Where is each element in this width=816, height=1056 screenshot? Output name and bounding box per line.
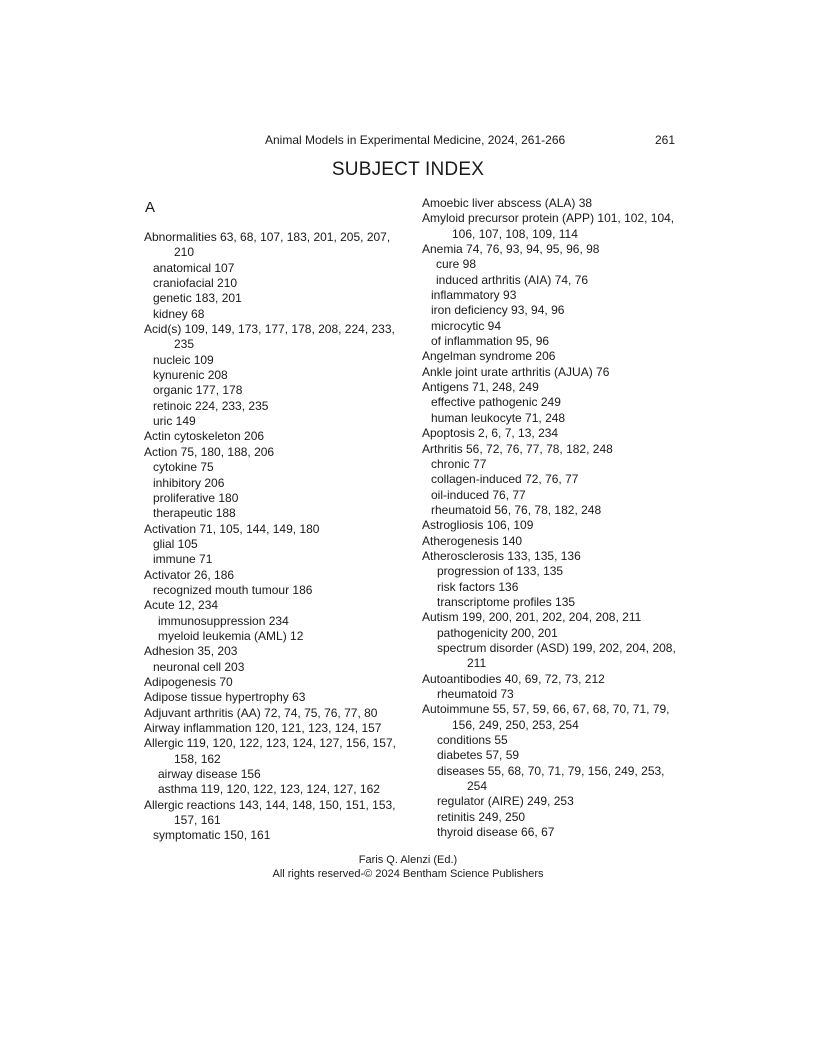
index-entry: Adipose tissue hypertrophy 63 bbox=[144, 690, 306, 705]
index-subentry: spectrum disorder (ASD) 199, 202, 204, 208, 211 bbox=[437, 640, 676, 671]
footer-copyright: All rights reserved-© 2024 Bentham Science Publishers bbox=[272, 868, 544, 880]
index-column-left bbox=[144, 196, 406, 844]
index-subentry: kidney 68 bbox=[153, 306, 205, 321]
index-subentry: airway disease 156 bbox=[158, 767, 261, 782]
index-subentry: neuronal cell 203 bbox=[153, 659, 245, 674]
index-entry: Allergic reactions 143, 144, 148, 150, 151, 153, 157, 161 bbox=[144, 797, 396, 828]
index-entry: Atherosclerosis 133, 135, 136 bbox=[422, 548, 581, 563]
index-entry: Airway inflammation 120, 121, 123, 124, 157 bbox=[144, 721, 382, 735]
index-subentry: thyroid disease 66, 67 bbox=[437, 825, 555, 840]
index-entry: Activator 26, 186 bbox=[144, 567, 235, 582]
index-subentry: inflammatory 93 bbox=[431, 288, 517, 303]
index-entry: Ankle joint urate arthritis (AJUA) 76 bbox=[422, 364, 610, 379]
index-entry: Atherogenesis 140 bbox=[422, 533, 523, 548]
index-subentry: myeloid leukemia (AML) 12 bbox=[158, 628, 304, 643]
index-subentry: microcytic 94 bbox=[431, 318, 502, 333]
index-subentry: proliferative 180 bbox=[153, 490, 239, 505]
index-column-right bbox=[422, 196, 680, 840]
index-entry: Angelman syndrome 206 bbox=[422, 349, 556, 364]
index-entry: Action 75, 180, 188, 206 bbox=[144, 444, 275, 459]
index-subentry: transcriptome profiles 135 bbox=[437, 594, 576, 609]
index-subentry: rheumatoid 56, 76, 78, 182, 248 bbox=[431, 502, 602, 517]
index-subentry: inhibitory 206 bbox=[153, 475, 225, 490]
index-entry: Adjuvant arthritis (AA) 72, 74, 75, 76, 77, 80 bbox=[144, 705, 378, 720]
index-entry: Activation 71, 105, 144, 149, 180 bbox=[144, 521, 320, 536]
index-entry: Adipogenesis 70 bbox=[144, 674, 233, 689]
index-subentry: human leukocyte 71, 248 bbox=[431, 410, 566, 425]
index-subentry: collagen-induced 72, 76, 77 bbox=[431, 472, 579, 487]
index-entry: Autoantibodies 40, 69, 72, 73, 212 bbox=[422, 671, 605, 686]
index-subentry: diabetes 57, 59 bbox=[437, 748, 520, 763]
index-subentry: uric 149 bbox=[153, 414, 196, 429]
index-subentry: risk factors 136 bbox=[437, 579, 519, 594]
index-subentry: anatomical 107 bbox=[153, 260, 235, 275]
index-subentry: retinoic 224, 233, 235 bbox=[153, 398, 269, 413]
index-subentry: genetic 183, 201 bbox=[153, 291, 242, 306]
index-subentry: cure 98 bbox=[436, 257, 477, 272]
index-entry: Acute 12, 234 bbox=[144, 598, 219, 613]
right-entry-list bbox=[422, 196, 680, 840]
index-subentry: diseases 55, 68, 70, 71, 79, 156, 249, 253, 254 bbox=[437, 763, 665, 794]
index-subentry: organic 177, 178 bbox=[153, 383, 243, 398]
index-entry: Autism 199, 200, 201, 202, 204, 208, 211 bbox=[422, 610, 642, 625]
index-entry: Abnormalities 63, 68, 107, 183, 201, 205, 207, 210 bbox=[144, 230, 391, 260]
index-subentry: craniofacial 210 bbox=[153, 276, 238, 291]
page-header bbox=[0, 132, 816, 148]
index-subentry: asthma 119, 120, 122, 123, 124, 127, 162 bbox=[158, 782, 380, 797]
index-subentry: progression of 133, 135 bbox=[437, 564, 564, 579]
index-subentry: conditions 55 bbox=[437, 733, 508, 748]
index-title: SUBJECT INDEX bbox=[331, 159, 485, 180]
index-subentry: recognized mouth tumour 186 bbox=[153, 582, 313, 597]
index-subentry: iron deficiency 93, 94, 96 bbox=[431, 303, 565, 318]
index-subentry: oil-induced 76, 77 bbox=[431, 487, 526, 502]
page-footer bbox=[0, 853, 816, 881]
journal-title: Animal Models in Experimental Medicine, 2024, 261-266 bbox=[265, 133, 566, 147]
page-number: 261 bbox=[655, 133, 676, 147]
index-subentry: immune 71 bbox=[153, 552, 213, 567]
index-entry: Adhesion 35, 203 bbox=[144, 644, 238, 659]
index-subentry: therapeutic 188 bbox=[153, 506, 236, 521]
index-subentry: cytokine 75 bbox=[153, 460, 214, 475]
index-subentry: retinitis 249, 250 bbox=[437, 809, 526, 824]
index-entry: Amoebic liver abscess (ALA) 38 bbox=[422, 196, 593, 210]
index-entry: Allergic 119, 120, 122, 123, 124, 127, 156, 157, 158, 162 bbox=[144, 736, 396, 766]
index-entry: Apoptosis 2, 6, 7, 13, 234 bbox=[422, 426, 559, 441]
index-entry: Arthritis 56, 72, 76, 77, 78, 182, 248 bbox=[422, 441, 613, 456]
section-letter: A bbox=[145, 199, 156, 216]
index-entry: Autoimmune 55, 57, 59, 66, 67, 68, 70, 71, 79, 156, 249, 250, 253, 254 bbox=[422, 702, 670, 732]
left-entry-list bbox=[144, 230, 406, 844]
index-subentry: pathogenicity 200, 201 bbox=[437, 625, 558, 640]
index-subentry: immunosuppression 234 bbox=[158, 613, 289, 628]
index-subentry: kynurenic 208 bbox=[153, 368, 228, 383]
index-entry: Astrogliosis 106, 109 bbox=[422, 518, 534, 533]
index-subentry: regulator (AIRE) 249, 253 bbox=[437, 794, 574, 809]
index-subentry: chronic 77 bbox=[431, 456, 487, 471]
index-entry: Actin cytoskeleton 206 bbox=[144, 429, 265, 444]
index-entry: Acid(s) 109, 149, 173, 177, 178, 208, 224, 233, 235 bbox=[144, 322, 395, 352]
index-entry: Amyloid precursor protein (APP) 101, 102, 104, 106, 107, 108, 109, 114 bbox=[422, 211, 675, 241]
index-subentry: effective pathogenic 249 bbox=[431, 395, 561, 410]
index-subentry: rheumatoid 73 bbox=[437, 687, 514, 701]
footer-editor: Faris Q. Alenzi (Ed.) bbox=[358, 854, 458, 866]
index-subentry: induced arthritis (AIA) 74, 76 bbox=[436, 272, 589, 287]
index-entry: Anemia 74, 76, 93, 94, 95, 96, 98 bbox=[422, 242, 600, 257]
index-subentry: glial 105 bbox=[153, 536, 198, 551]
index-subentry: of inflammation 95, 96 bbox=[431, 334, 550, 349]
index-subentry: nucleic 109 bbox=[153, 352, 214, 367]
index-subentry: symptomatic 150, 161 bbox=[153, 828, 271, 843]
index-entry: Antigens 71, 248, 249 bbox=[422, 380, 539, 395]
